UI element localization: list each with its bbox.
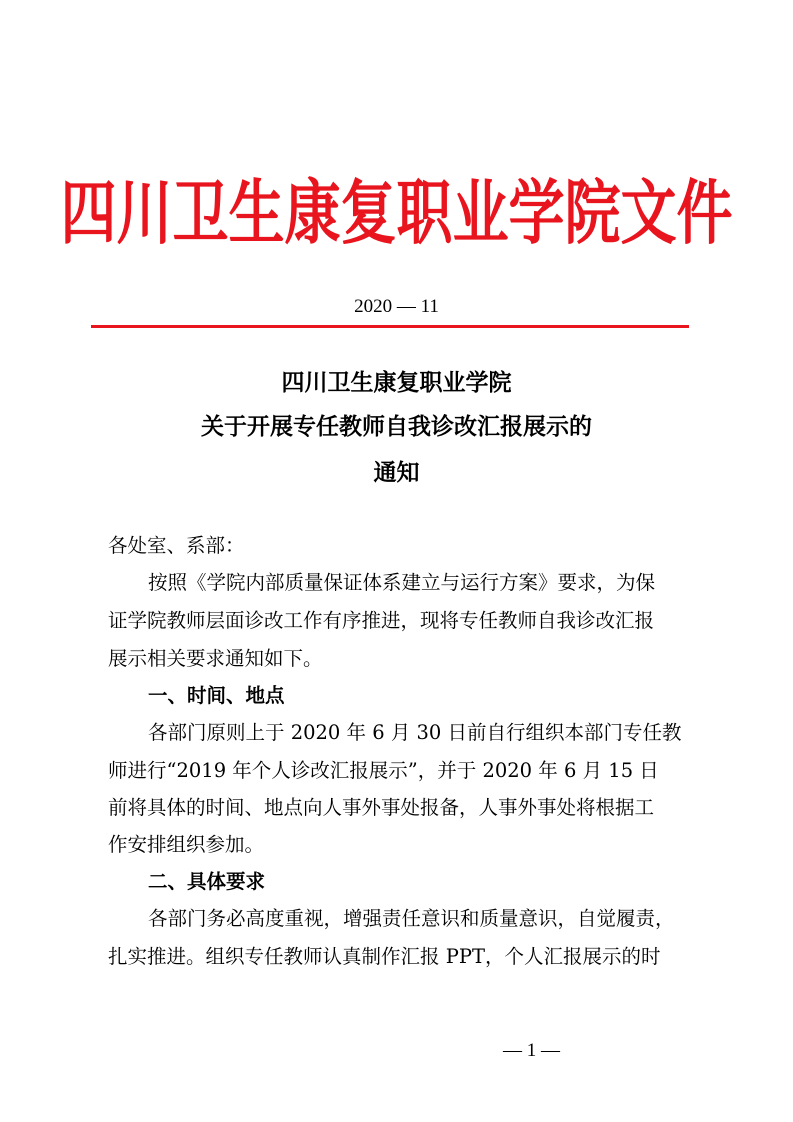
section-1-line-2: 师进行“2019 年个人诊改汇报展示”，并于 2020 年 6 月 15 日 — [108, 759, 659, 782]
recipient-line: 各处室、系部： — [108, 534, 245, 557]
notice-title-line-3: 通知 — [373, 459, 420, 486]
page-number: — 1 — — [503, 1040, 560, 1061]
document-header-title: 四川卫生康复职业学院文件 — [60, 171, 733, 255]
header-red-rule — [91, 325, 689, 328]
section-1-line-4: 作安排组织参加。 — [108, 833, 265, 856]
section-2-heading: 二、具体要求 — [148, 870, 266, 893]
notice-title-line-2: 关于开展专任教师自我诊改汇报展示的 — [201, 413, 592, 440]
section-1-line-3: 前将具体的时间、地点向人事外事处报备，人事外事处将根据工 — [108, 796, 655, 819]
section-2-line-2: 扎实推进。组织专任教师认真制作汇报 PPT，个人汇报展示的时 — [108, 945, 661, 968]
section-1-line-1: 各部门原则上于 2020 年 6 月 30 日前自行组织本部门专任教 — [148, 721, 682, 744]
intro-line-2: 证学院教师层面诊改工作有序推进，现将专任教师自我诊改汇报 — [108, 609, 655, 632]
section-1-heading: 一、时间、地点 — [148, 684, 285, 707]
section-2-line-1: 各部门务必高度重视，增强责任意识和质量意识，自觉履责， — [148, 907, 675, 930]
notice-title-line-1: 四川卫生康复职业学院 — [281, 369, 512, 396]
intro-line-1: 按照《学院内部质量保证体系建立与运行方案》要求，为保 — [148, 571, 656, 594]
document-number: 2020 — 11 — [354, 296, 439, 317]
intro-line-3: 展示相关要求通知如下。 — [108, 647, 323, 670]
